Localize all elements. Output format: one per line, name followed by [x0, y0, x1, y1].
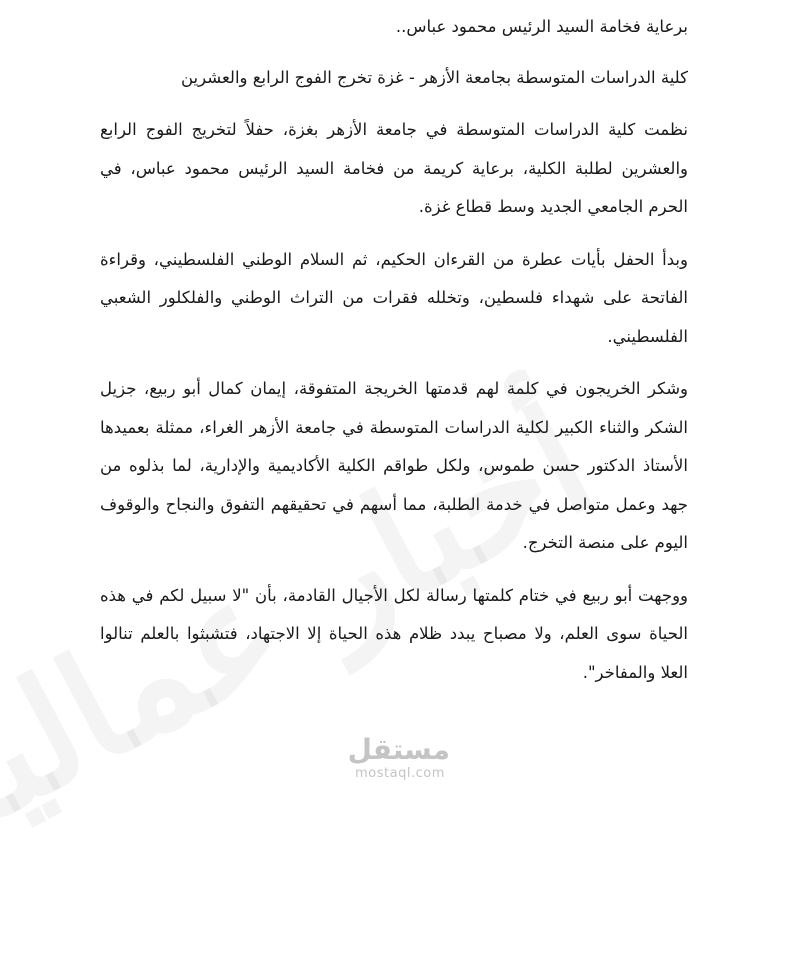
headline: كلية الدراسات المتوسطة بجامعة الأزهر - غزة تخرج الفوج الرابع والعشرين	[181, 68, 688, 87]
paragraph-3: وشكر الخريجون في كلمة لهم قدمتها الخريجة المتفوقة، إيمان كمال أبو ربيع، جزيل الشكر والثناء الكبير لكلية الدراسات المتوسطة في جامعة الأزهر الغراء، ممثلة بعميدها الأستاذ الدكتور حسن طموس، ولكل طواقم الكلية الأكاديمية والإدارية، لما بذلوه من جهد وعمل متواصل في خدمة الطلبة، مما أسهم في تحقيقهم التفوق والنجاح والوقوف اليوم على منصة التخرج.	[100, 379, 688, 552]
logo-url: mostaql.com	[355, 766, 445, 781]
paragraph-4: ووجهت أبو ربيع في ختام كلمتها رسالة لكل الأجيال القادمة، بأن "لا سبيل لكم في هذه الحياة سوى العلم، ولا مصباح يبدد ظلام هذه الحياة إلا الاجتهاد، فتشبثوا بالعلم تنالوا العلا والمفاخر".	[100, 585, 688, 682]
mostaql-logo	[347, 733, 450, 790]
logo-word: مستقل	[347, 733, 450, 766]
paragraph-2: وبدأ الحفل بأيات عطرة من القرءان الحكيم، ثم السلام الوطني الفلسطيني، وقراءة الفاتحة على شهداء فلسطين، وتخلله فقرات من التراث الوطني والفلكلور الشعبي الفلسطيني.	[100, 249, 688, 346]
paragraph-1: نظمت كلية الدراسات المتوسطة في جامعة الأزهر بغزة، حفلاً لتخريج الفوج الرابع والعشرين لطلبة الكلية، برعاية كريمة من فخامة السيد الرئيس محمود عباس، في الحرم الجامعي الجديد وسط قطاع غزة.	[100, 120, 688, 216]
article	[100, 8, 688, 692]
intro-line: برعاية فخامة السيد الرئيس محمود عباس..	[395, 17, 688, 36]
